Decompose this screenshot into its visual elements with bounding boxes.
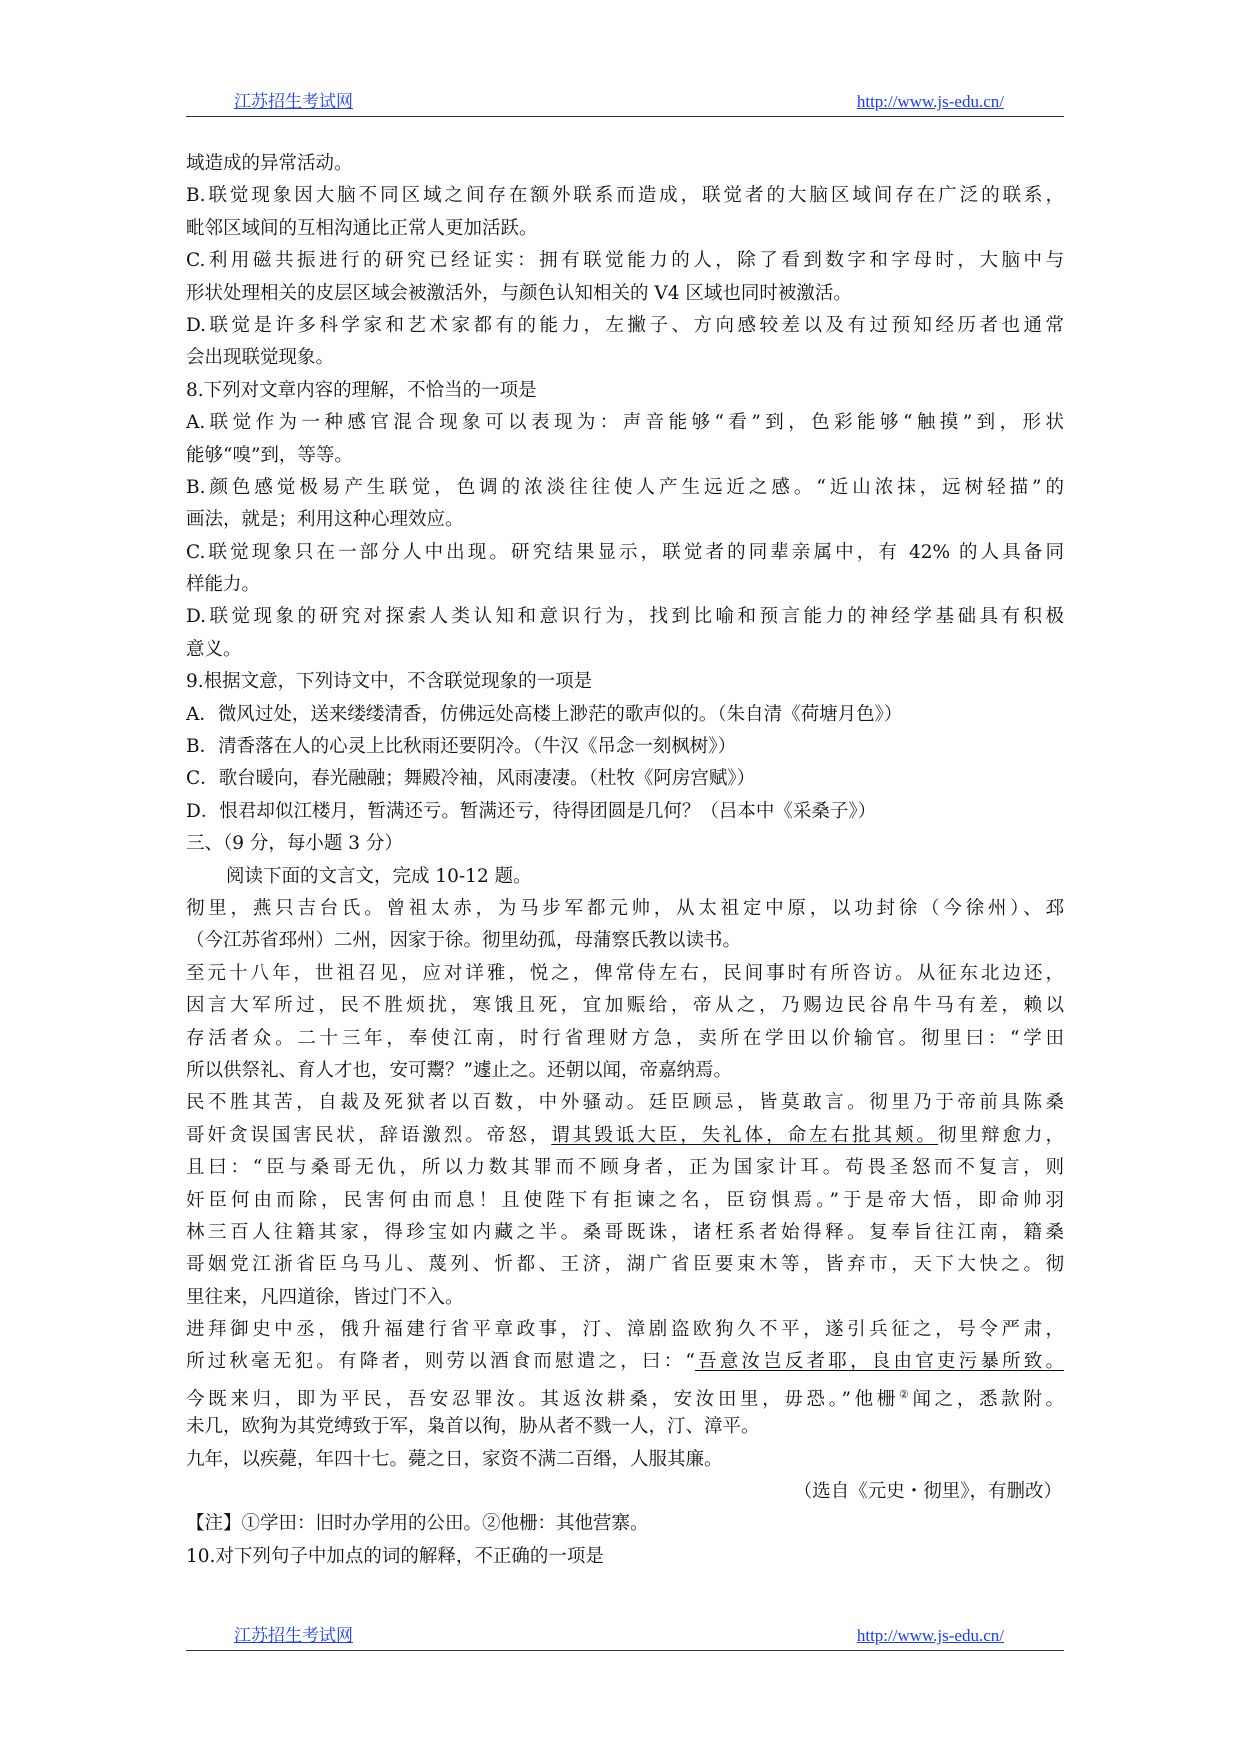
passage-line: 哥姻党江浙省臣乌马儿、蔑列、忻都、王济，湖广省臣要束木等，皆弃市，天下大快之。彻 xyxy=(186,1254,1064,1276)
text-line: 形状处理相关的皮层区域会被激活外，与颜色认知相关的 V4 区域也同时被激活。 xyxy=(186,282,852,304)
passage-line: 所以供祭礼、育人才也，安可鬻？”遽止之。还朝以闻，帝嘉纳焉。 xyxy=(186,1059,732,1081)
footer-url-link[interactable]: http://www.js-edu.cn/ xyxy=(856,1626,1004,1645)
text-line: 会出现联觉现象。 xyxy=(186,347,335,369)
plain-text: 今既来归，即为平民，吾安忍罪汝。其返汝耕桑，安汝田里，毋恐。”他栅 xyxy=(186,1389,899,1410)
option-c-line: C.联觉现象只在一部分人中出现。研究结果显示，联觉者的同辈亲属中，有 42% 的人具备同 xyxy=(186,541,1064,563)
plain-text: 所过秋毫无犯。有降者，则劳以酒食而慰遣之，曰：“ xyxy=(186,1351,695,1373)
underlined-sentence: 谓其毁诋大臣，失礼体，命左右批其颊。 xyxy=(551,1124,939,1146)
passage-line: 林三百人往籍其家，得珍宝如内藏之半。桑哥既诛，诸枉系者始得释。复奉旨往江南，籍桑 xyxy=(186,1221,1064,1243)
passage-line: 里往来，凡四道徐，皆过门不入。 xyxy=(186,1286,464,1308)
question-9: 9.根据文意，下列诗文中，不含联觉现象的一项是 xyxy=(186,671,593,693)
option-b-line: B.颜色感觉极易产生联觉，色调的浓淡往往使人产生远近之感。“近山浓抹，远树轻描”的 xyxy=(186,476,1064,498)
instruction-line: 阅读下面的文言文，完成 10-12 题。 xyxy=(226,865,532,887)
passage-line: 存活者众。二十三年，奉使江南，时行省理财方急，卖所在学田以价输官。彻里曰：“学田 xyxy=(186,1027,1064,1049)
option-d-line: D.联觉是许多科学家和艺术家都有的能力，左撇子、方向感较差以及有过预知经历者也通常 xyxy=(186,314,1064,336)
footer-site-link[interactable]: 江苏招生考试网 xyxy=(234,1626,353,1645)
passage-line: 进拜御史中丞，俄升福建行省平章政事，汀、漳剧盗欧狗久不平，遂引兵征之，号令严肃， xyxy=(186,1319,1064,1341)
text-line: 画法，就是；利用这种心理效应。 xyxy=(186,509,464,531)
plain-text: 哥奸贪误国害民状，辞语激烈。帝怒， xyxy=(186,1124,552,1146)
passage-line xyxy=(186,1379,1064,1411)
passage-line: 且曰：“臣与桑哥无仇，所以力数其罪而不顾身者，正为国家计耳。苟畏圣怒而不复言，则 xyxy=(186,1157,1064,1179)
passage-line: 九年，以疾薨，年四十七。薨之日，家资不满二百缗，人服其廉。 xyxy=(186,1448,723,1470)
passage-line: 至元十八年，世祖召见，应对详雅，悦之，俾常侍左右，民间事时有所咨访。从征东北边还， xyxy=(186,962,1064,984)
passage-line: 彻里，燕只吉台氏。曾祖太赤，为马步军都元帅，从太祖定中原，以功封徐（今徐州）、邳 xyxy=(186,897,1064,919)
text-line: 意义。 xyxy=(186,638,242,660)
section-heading: 三、（9 分，每小题 3 分） xyxy=(186,833,403,855)
option-d-line: D.联觉现象的研究对探索人类认知和意识行为，找到比喻和预言能力的神经学基础具有积极 xyxy=(186,606,1064,628)
passage-line: （今江苏省邳州）二州，因家于徐。彻里幼孤，母蒲察氏教以读书。 xyxy=(186,930,742,952)
option-d-line: D．恨君却似江楼月，暂满还亏。暂满还亏，待得团圆是几何？（吕本中《采桑子》） xyxy=(186,800,877,822)
option-c-line: C.利用磁共振进行的研究已经证实：拥有联觉能力的人，除了看到数字和字母时，大脑中与 xyxy=(186,250,1064,272)
footnote-marker: ② xyxy=(898,1387,913,1401)
passage-line xyxy=(186,1120,1064,1152)
text-line: 毗邻区域间的互相沟通比正常人更加活跃。 xyxy=(186,217,538,239)
document-body xyxy=(186,148,1064,1573)
option-b-line: B.联觉现象因大脑不同区域之间存在额外联系而造成，联觉者的大脑区域间存在广泛的联系， xyxy=(186,185,1064,207)
page-header xyxy=(186,86,1064,117)
passage-line: 民不胜其苦，自裁及死狱者以百数，中外骚动。廷臣顾忌，皆莫敢言。彻里乃于帝前具陈桑 xyxy=(186,1092,1064,1114)
text-line: 能够“嗅”到，等等。 xyxy=(186,444,353,466)
option-a-line: A．微风过处，送来缕缕清香，仿佛远处高楼上渺茫的歌声似的。（朱自清《荷塘月色》） xyxy=(186,703,903,725)
option-a-line: A.联觉作为一种感官混合现象可以表现为：声音能够“看”到，色彩能够“触摸”到，形状 xyxy=(186,412,1064,434)
option-c-line: C．歌台暖向，春光融融；舞殿冷袖，风雨凄凄。（杜牧《阿房宫赋》） xyxy=(186,768,756,790)
question-8: 8.下列对文章内容的理解，不恰当的一项是 xyxy=(186,379,537,401)
passage-line xyxy=(186,1346,1064,1378)
question-10: 10.对下列句子中加点的词的解释，不正确的一项是 xyxy=(186,1545,604,1567)
source-citation: （选自《元史・彻里》，有删改） xyxy=(793,1481,1062,1503)
plain-text: 闻之，悉款附。 xyxy=(912,1389,1064,1410)
text-line: 样能力。 xyxy=(186,574,261,596)
footnote-line: 【注】①学田：旧时办学用的公田。②他栅：其他营寨。 xyxy=(186,1513,649,1535)
option-b-line: B．清香落在人的心灵上比秋雨还要阴冷。（牛汉《吊念一刻枫树》） xyxy=(186,736,737,758)
header-site-link[interactable]: 江苏招生考试网 xyxy=(234,92,353,111)
plain-text: 彻里辩愈力， xyxy=(938,1124,1064,1146)
passage-line: 奸臣何由而除，民害何由而息！且使陛下有拒谏之名，臣窃惧焉。”于是帝大悟，即命帅羽 xyxy=(186,1189,1064,1211)
passage-line: 未几，欧狗为其党缚致于军，枭首以徇，胁从者不戮一人，汀、漳平。 xyxy=(186,1416,760,1438)
header-url-link[interactable]: http://www.js-edu.cn/ xyxy=(856,92,1004,111)
passage-line: 因言大军所过，民不胜烦扰，寒饿且死，宜加赈给，帝从之，乃赐边民谷帛牛马有差，赖以 xyxy=(186,995,1064,1017)
text-line: 域造成的异常活动。 xyxy=(186,153,353,174)
underlined-sentence: 吾意汝岂反者耶，良由官吏污暴所致。 xyxy=(694,1351,1064,1373)
page-footer xyxy=(186,1620,1064,1651)
